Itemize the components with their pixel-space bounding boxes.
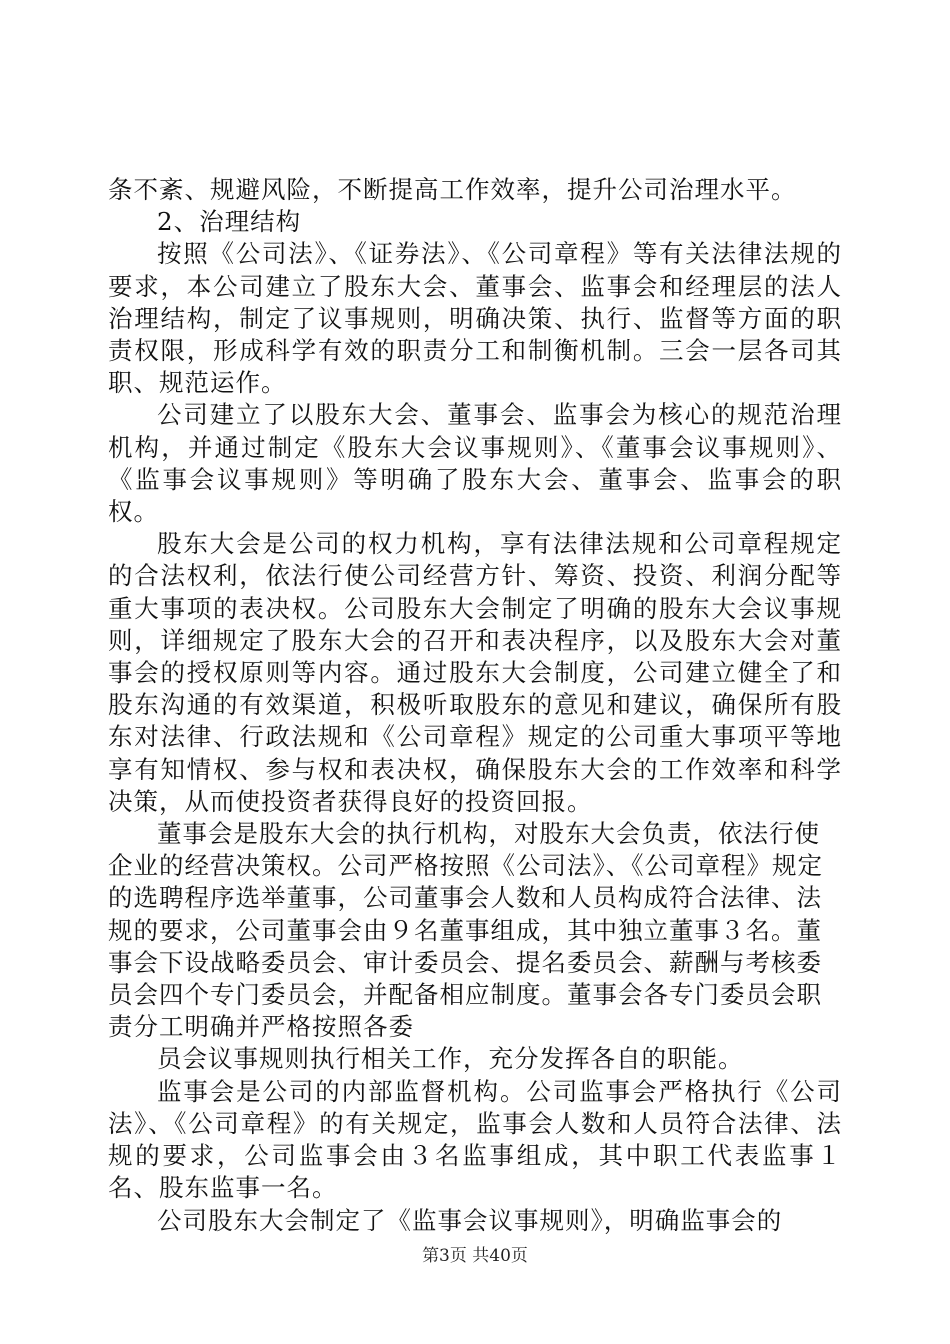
section-heading: 2、治理结构 bbox=[157, 207, 302, 237]
paragraph-governance-structure: 按照《公司法》、《证券法》、《公司章程》等有关法律法规的要求，本公司建立了股东大会、董事会、监事会和经理层的法人治理结构，制定了议事规则，明确决策、执行、监督等方面的职责权限，形成科学有效的职责分工和制衡机制。三会一层各司其职、规范运作。 bbox=[108, 239, 842, 398]
paragraph-supervisory-rules: 公司股东大会制定了《监事会议事规则》，明确监事会的 bbox=[157, 1205, 783, 1235]
paragraph-governance-bodies: 公司建立了以股东大会、董事会、监事会为核心的规范治理机构，并通过制定《股东大会议事规则》、《董事会议事规则》、《监事会议事规则》等明确了股东大会、董事会、监事会的职权。 bbox=[108, 400, 842, 527]
paragraph-board-of-directors: 董事会是股东大会的执行机构，对股东大会负责，依法行使企业的经营决策权。公司严格按照《公司法》、《公司章程》规定的选聘程序选举董事，公司董事会人数和人员构成符合法律、法规的要求，公司董事会由９名董事组成，其中独立董事３名。董事会下设战略委员会、审计委员会、提名委员会、薪酬与考核委员会四个专门委员会，并配备相应制度。董事会各专门委员会职责分工明确并严格按照各委 bbox=[108, 819, 823, 1042]
document-body bbox=[108, 174, 842, 1237]
paragraph-committee-rules: 员会议事规则执行相关工作，充分发挥各自的职能。 bbox=[157, 1044, 744, 1074]
paragraph-supervisory-board: 监事会是公司的内部监督机构。公司监事会严格执行《公司法》、《公司章程》的有关规定，监事会人数和人员符合法律、法规的要求，公司监事会由３名监事组成，其中职工代表监事１名、股东监事一名。 bbox=[108, 1076, 842, 1203]
paragraph-shareholders-meeting: 股东大会是公司的权力机构，享有法律法规和公司章程规定的合法权利，依法行使公司经营方针、筹资、投资、利润分配等重大事项的表决权。公司股东大会制定了明确的股东大会议事规则，详细规定了股东大会的召开和表决程序，以及股东大会对董事会的授权原则等内容。通过股东大会制度，公司建立健全了和股东沟通的有效渠道，积极听取股东的意见和建议，确保所有股东对法律、行政法规和《公司章程》规定的公司重大事项平等地享有知情权、参与权和表决权，确保股东大会的工作效率和科学决策，从而使投资者获得良好的投资回报。 bbox=[108, 529, 842, 816]
paragraph-1: 条不紊、规避风险，不断提高工作效率，提升公司治理水平。 bbox=[108, 175, 797, 204]
page-number-footer: 第3页 共40页 bbox=[422, 1246, 528, 1266]
